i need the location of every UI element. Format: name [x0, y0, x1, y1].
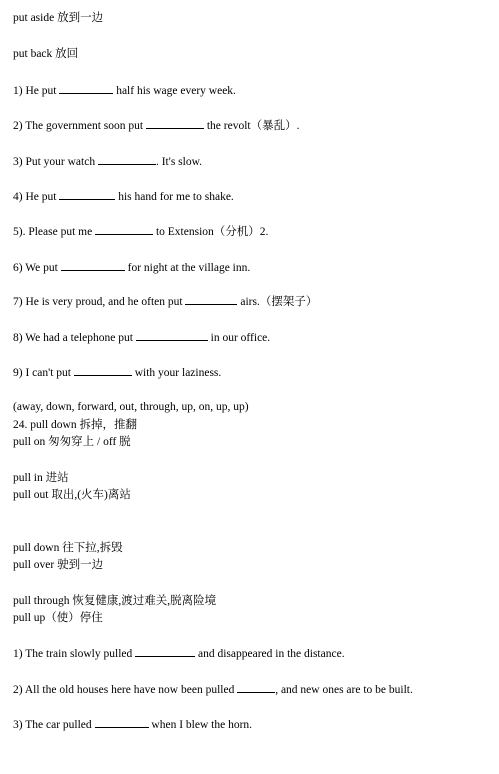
phrase-pull-out: pull out 取出,(火车)离站 — [13, 489, 131, 501]
exercise-pull-1: 1) The train slowly pulled and disappeared in the distance. — [13, 648, 345, 660]
answer-blank[interactable] — [136, 330, 208, 341]
phrase-pull-down-heading: 24. pull down 拆掉，推翻 — [13, 419, 137, 431]
phrase-pull-over: pull over 驶到一边 — [13, 559, 104, 571]
phrase-pull-through: pull through 恢复健康,渡过难关,脱离险境 — [13, 595, 217, 607]
exercise-put-9: 9) I can't put with your laziness. — [13, 367, 222, 379]
phrase-put-aside: put aside 放到一边 — [13, 12, 104, 24]
answer-blank[interactable] — [74, 365, 132, 376]
exercise-put-3: 3) Put your watch . It's slow. — [13, 156, 203, 168]
exercise-put-8: 8) We had a telephone put in our office. — [13, 332, 271, 344]
exercise-put-6: 6) We put for night at the village inn. — [13, 262, 251, 274]
answer-blank[interactable] — [95, 717, 149, 728]
answer-blank[interactable] — [95, 224, 153, 235]
phrase-put-back: put back 放回 — [13, 48, 79, 60]
exercise-put-2: 2) The government soon put the revolt（暴乱）. — [13, 120, 300, 132]
exercise-pull-2: 2) All the old houses here have now been pulled , and new ones are to be built. — [13, 684, 413, 696]
phrase-pull-down: pull down 往下拉,拆毁 — [13, 542, 123, 554]
exercise-put-5: 5). Please put me to Extension（分机）2. — [13, 226, 269, 238]
exercise-put-1: 1) He put half his wage every week. — [13, 85, 236, 97]
answer-blank[interactable] — [185, 294, 237, 305]
answer-blank[interactable] — [146, 118, 204, 129]
answer-blank[interactable] — [98, 154, 156, 165]
phrase-pull-on-off: pull on 匆匆穿上 / off 脱 — [13, 436, 131, 448]
answer-blank[interactable] — [59, 189, 115, 200]
word-bank: (away, down, forward, out, through, up, on, up, up) — [13, 401, 249, 413]
exercise-put-7: 7) He is very proud, and he often put airs.（摆架子） — [13, 296, 318, 308]
exercise-pull-3: 3) The car pulled when I blew the horn. — [13, 719, 253, 731]
phrase-pull-up: pull up（使）停住 — [13, 612, 103, 624]
phrase-pull-in: pull in 进站 — [13, 472, 69, 484]
exercise-put-4: 4) He put his hand for me to shake. — [13, 191, 234, 203]
answer-blank[interactable] — [59, 83, 113, 94]
answer-blank[interactable] — [135, 646, 195, 657]
answer-blank[interactable] — [237, 682, 275, 693]
answer-blank[interactable] — [61, 260, 125, 271]
